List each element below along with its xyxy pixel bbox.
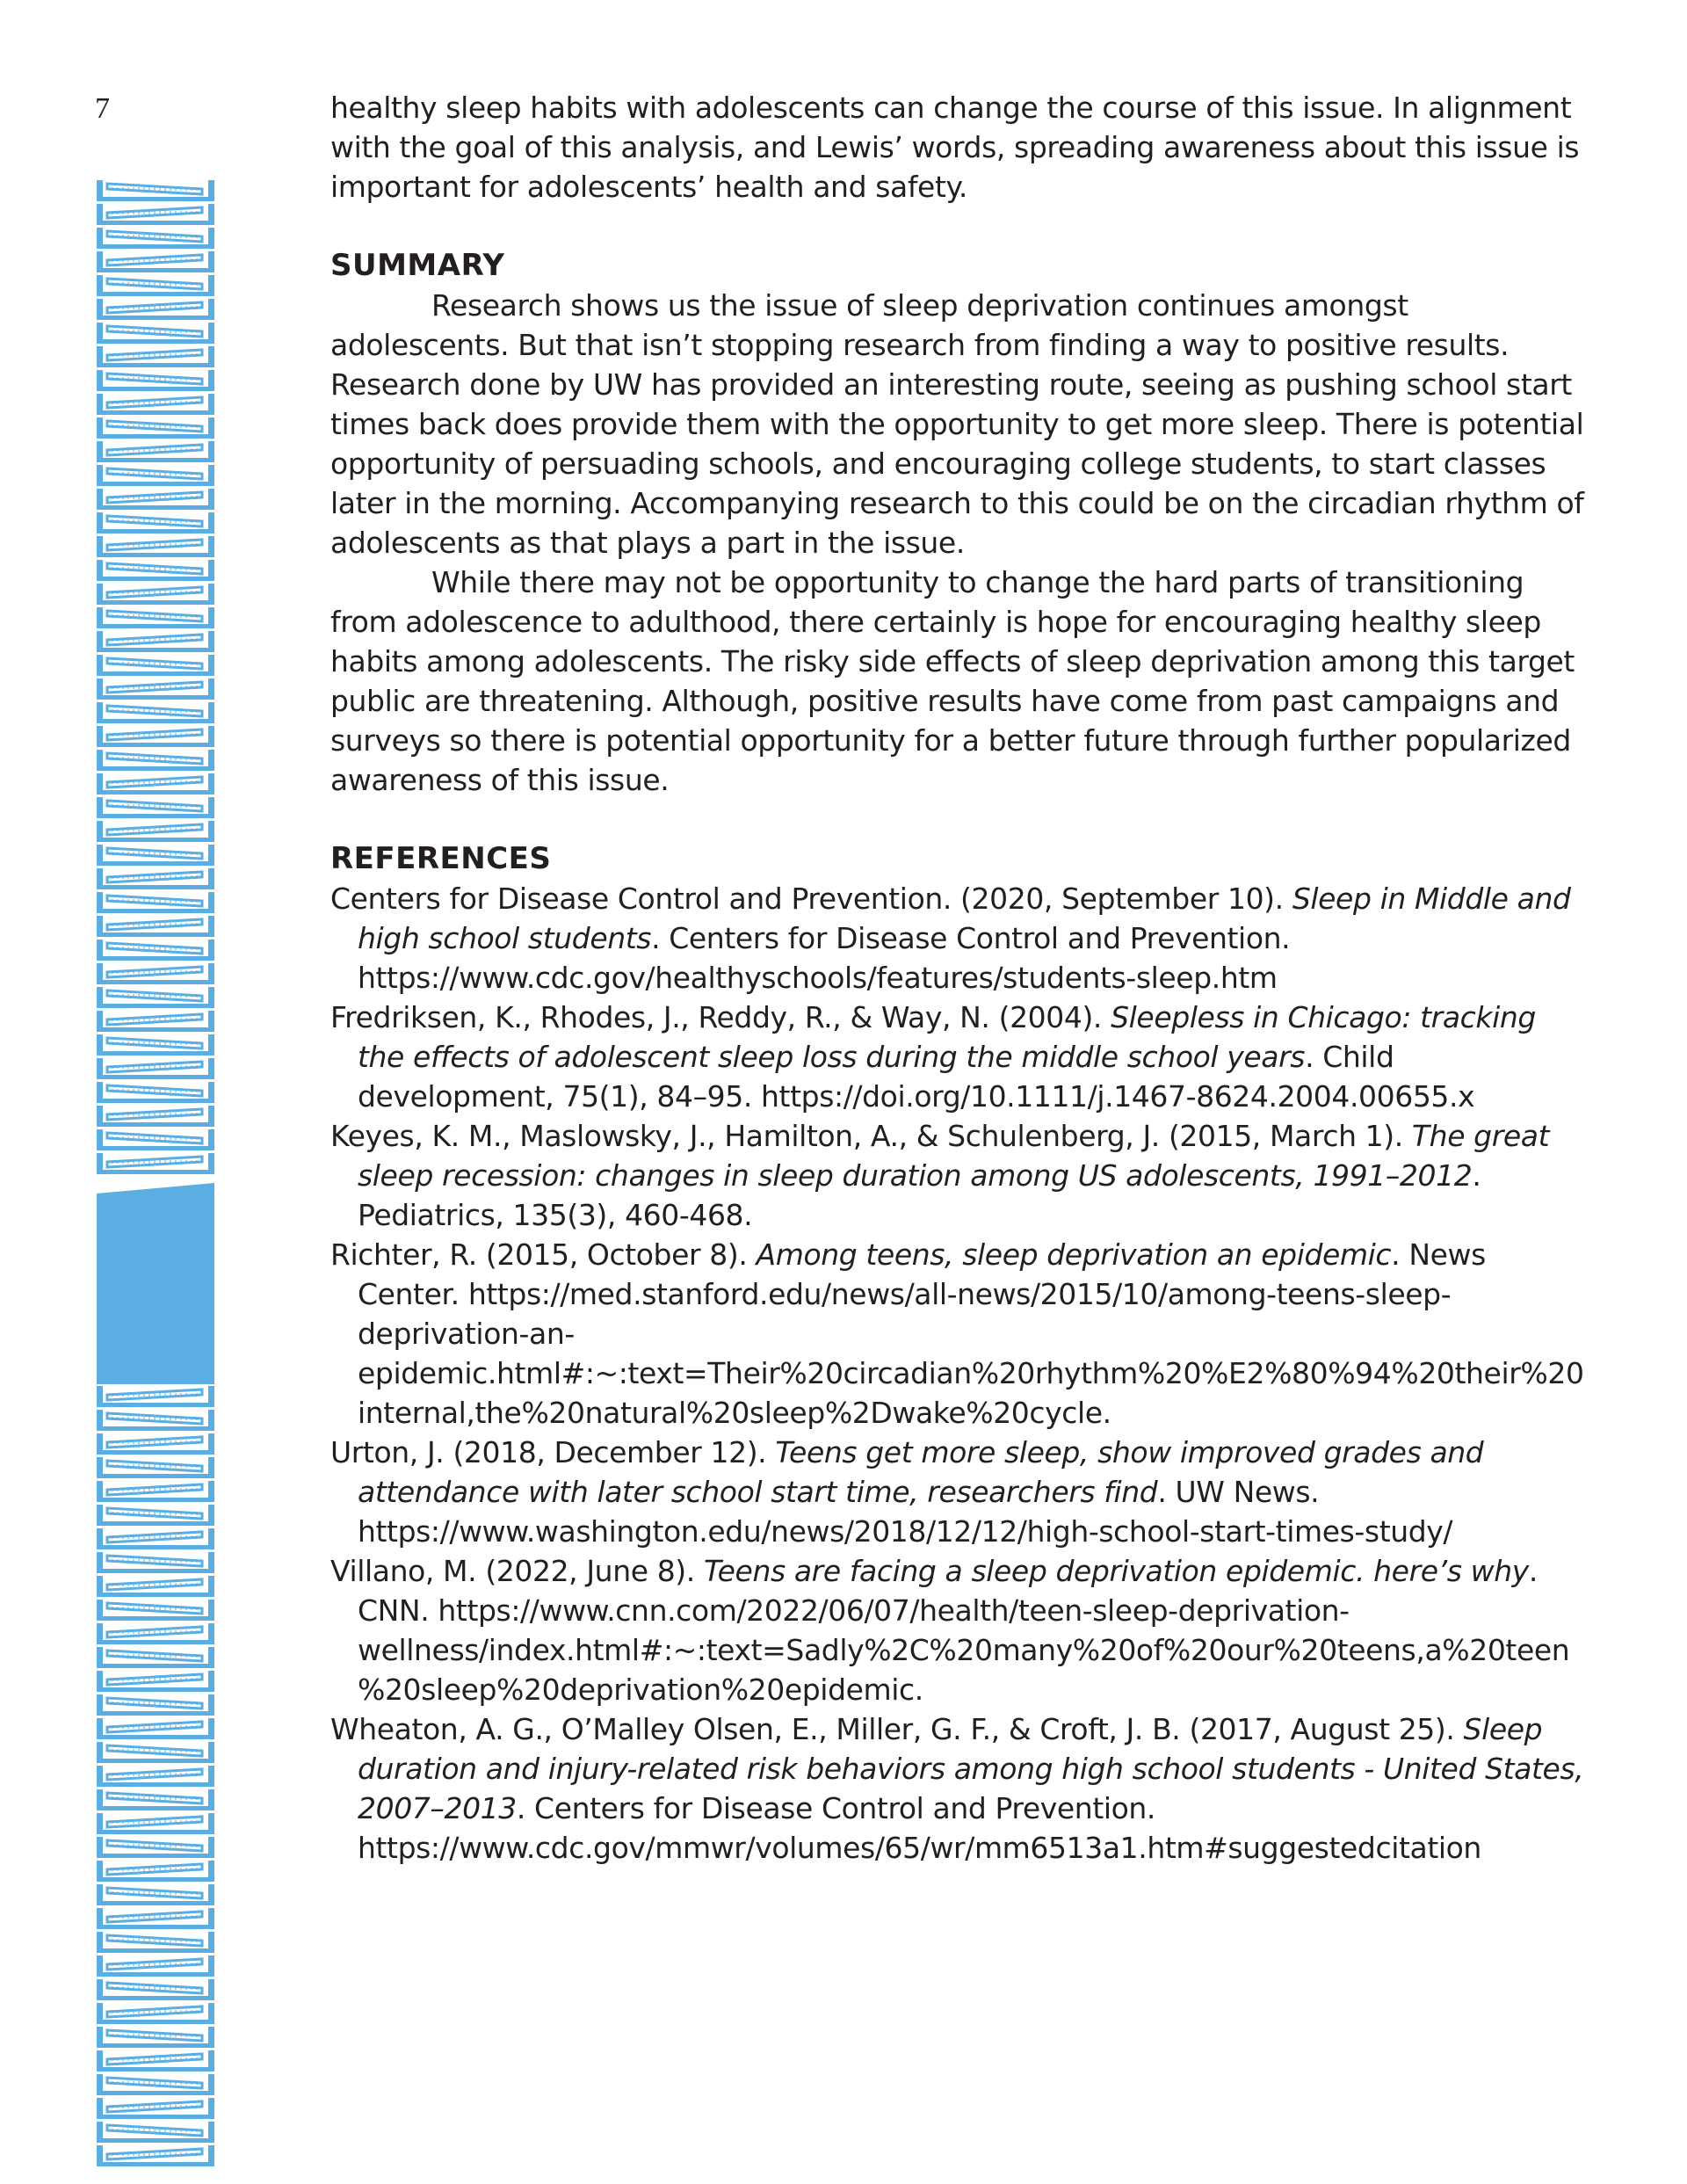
reference-item [330,1433,1587,1551]
border-shape [97,505,214,510]
border-shape [208,370,214,390]
reference-authors: Richter, R. (2015, October 8). [330,1237,757,1272]
document-body [330,88,1587,1868]
border-shape [97,1687,214,1692]
border-shape [97,2138,214,2143]
border-shape [208,1647,214,1667]
border-shape [208,1694,214,1715]
border-shape [97,1877,214,1882]
border-shape [97,387,214,391]
border-shape [208,821,214,841]
border-shape [97,1569,214,1573]
border-shape [208,536,214,556]
reference-item [330,1709,1587,1868]
border-shape [208,1011,214,1031]
border-shape [97,268,214,272]
border-shape [208,1410,214,1430]
page-number: 7 [95,92,110,125]
border-shape [208,868,214,889]
border-shape [208,1813,214,1833]
border-shape [208,1457,214,1477]
reference-title: Sleep duration and injury-related risk behaviors among high school students - United States, 2007–2013 [358,1712,1584,1825]
border-shape [97,410,214,415]
border-shape [208,1129,214,1150]
border-shape [208,275,214,295]
border-shape [208,1153,214,1173]
border-shape [208,1837,214,1857]
border-shape [208,2027,214,2047]
border-shape [208,512,214,533]
border-shape [97,624,214,628]
border-shape [208,1552,214,1572]
border-shape [97,1640,214,1644]
border-shape [208,1623,214,1643]
border-shape [97,1664,214,1668]
border-shape [97,648,214,652]
border-shape [208,465,214,485]
border-shape [97,932,214,937]
border-shape [97,790,214,795]
border-shape [208,750,214,770]
border-shape [208,963,214,983]
border-shape [97,1498,214,1502]
border-shape [208,1979,214,1999]
border-shape [208,2098,214,2118]
border-shape [208,916,214,936]
border-shape [208,180,214,200]
border-shape [97,1948,214,1953]
border-shape [208,892,214,912]
border-shape [97,434,214,439]
border-shape [97,1170,214,1174]
border-shape [97,553,214,557]
border-shape [208,1908,214,1928]
border-shape [97,1996,214,2000]
border-shape [97,482,214,486]
border-shape [208,299,214,319]
border-shape [97,339,214,344]
border-shape [208,1884,214,1905]
border-shape [208,1576,214,1596]
border-shape [97,600,214,605]
border-shape [97,2020,214,2024]
border-shape [208,1433,214,1454]
border-shape [208,323,214,343]
border-shape [97,1146,214,1150]
border-shape [208,1058,214,1078]
border-shape [208,631,214,651]
border-shape [208,251,214,272]
border-shape [97,980,214,984]
border-shape [97,458,214,462]
border-shape [97,885,214,889]
border-shape [97,814,214,818]
border-shape [97,1901,214,1905]
border-shape [208,1742,214,1762]
border-shape [97,1545,214,1549]
border-shape [97,577,214,581]
reference-source: . Centers for Disease Control and Prevention. https://www.cdc.gov/healthyschools/features/students-sleep.htm [358,921,1291,995]
reference-source: . CNN. https://www.cnn.com/2022/06/07/health/teen-sleep-deprivation-wellness/index.html#:~:text=Sadly%2C%20many%20of%20our%20teens,a%20teen%20sleep%20deprivation%20epidemic. [358,1554,1570,1707]
summary-paragraph: While there may not be opportunity to change the hard parts of transitioning from adolescence to adulthood, there certainly is hope for encouraging healthy sleep habits among adolescents. The risky side effects of sleep deprivation among this target public are threatening. Although, positive results have come from past campaigns and surveys so there is potential opportunity for a better future through further popularized awareness of this issue. [330,565,1575,797]
border-shape [97,2115,214,2119]
border-shape [97,743,214,747]
border-shape [97,1099,214,1103]
border-shape [208,1766,214,1786]
border-shape [208,940,214,960]
border-shape [208,1600,214,1620]
border-shape [97,2043,214,2048]
border-shape [97,2067,214,2072]
border-shape [97,1759,214,1763]
border-shape [208,1671,214,1691]
border-shape [97,1075,214,1079]
reference-title: Sleepless in Chicago: tracking the effects of adolescent sleep loss during the middle school years [358,1000,1536,1074]
border-shape [97,292,214,296]
border-shape [208,678,214,699]
border-shape [97,909,214,913]
summary-paragraph: Research shows us the issue of sleep deprivation continues amongst adolescents. But that isn’t stopping research from finding a way to positive results. Research done by UW has provided an interesting route, seeing as pushing school start times back does provide them with the opportunity to get more sleep. There is potential opportunity of persuading schools, and encouraging college students, to start classes later in the morning. Accompanying research to this could be on the circadian rhythm of adolescents as that plays a part in the issue. [330,288,1584,560]
reference-source: . Centers for Disease Control and Prevention. https://www.cdc.gov/mmwr/volumes/65/wr/mm6513a1.htm#suggestedcitation [358,1791,1481,1865]
border-shape [208,346,214,366]
border-shape [208,1386,214,1406]
reference-source: . Child development, 75(1), 84–95. https://doi.org/10.1111/j.1467-8624.2004.00655.x [358,1040,1475,1114]
reference-item [330,1235,1587,1433]
border-shape [208,560,214,580]
reference-authors: Urton, J. (2018, December 12). [330,1435,776,1469]
border-shape [97,221,214,225]
border-shape [97,719,214,723]
border-shape [208,1789,214,1810]
border-shape [208,394,214,414]
border-shape [97,1051,214,1056]
border-shape [97,956,214,961]
border-shape [208,1034,214,1055]
border-shape [208,204,214,224]
reference-authors: Fredriksen, K., Rhodes, J., Reddy, R., & Way, N. (2004). [330,1000,1111,1034]
border-shape [97,197,214,201]
border-shape [97,1593,214,1597]
border-shape [208,1718,214,1738]
border-shape [97,244,214,249]
border-shape [208,1861,214,1881]
border-shape [97,1735,214,1739]
border-shape [97,363,214,367]
border-shape [208,1528,214,1549]
border-shape [208,2074,214,2094]
reference-authors: Wheaton, A. G., O’Malley Olsen, E., Miller, G. F., & Croft, J. B. (2017, August 25). [330,1712,1464,1746]
reference-item [330,998,1587,1116]
border-shape [97,1183,214,1384]
border-shape [208,845,214,865]
reference-authors: Centers for Disease Control and Prevention. (2020, September 10). [330,882,1292,916]
reference-title: The great sleep recession: changes in sleep duration among US adolescents, 1991–2012 [358,1119,1550,1193]
reference-item [330,879,1587,998]
border-shape [97,838,214,842]
reference-title: Teens get more sleep, show improved grades and attendance with later school start time, researchers find [358,1435,1484,1509]
border-shape [208,2050,214,2071]
border-shape [97,766,214,771]
border-shape [208,1106,214,1126]
decorative-side-border [97,180,214,2184]
reference-source: . UW News. https://www.washington.edu/news/2018/12/12/high-school-start-times-study/ [358,1475,1453,1549]
border-shape [97,316,214,320]
border-shape [208,228,214,248]
reference-item [330,1551,1587,1709]
border-shape [97,1830,214,1834]
border-shape [97,2091,214,2095]
border-shape [97,671,214,676]
border-shape [97,529,214,533]
border-shape [97,2162,214,2166]
border-shape [97,1426,214,1431]
border-shape [208,702,214,722]
border-shape [208,489,214,509]
border-shape [208,2003,214,2023]
border-shape [97,861,214,866]
border-shape [97,1854,214,1858]
border-shape [97,1122,214,1127]
border-shape [97,695,214,700]
border-shape [208,1481,214,1501]
border-shape [208,607,214,628]
border-shape [208,1082,214,1102]
border-shape [208,987,214,1007]
reference-title: Teens are facing a sleep deprivation epidemic. here’s why [703,1554,1529,1588]
summary-heading: SUMMARY [330,248,505,283]
border-shape [208,1955,214,1976]
border-shape [97,1474,214,1478]
border-shape [97,1403,214,1407]
reference-title: Among teens, sleep deprivation an epidemic [756,1237,1392,1272]
reference-source: . News Center. https://med.stanford.edu/news/all-news/2015/10/among-teens-sleep-deprivation-an-epidemic.html#:~:text=Their%20circadian%20rhythm%20%E2%80%94%20their%20internal,the%20natural%20sleep%2Dwake%20cycle. [358,1237,1584,1430]
border-shape [208,655,214,675]
border-shape [97,1782,214,1787]
border-shape [97,1972,214,1977]
border-shape [97,1521,214,1526]
border-shape [208,726,214,746]
border-shape [208,441,214,461]
border-shape [97,1806,214,1810]
reference-item [330,1116,1587,1235]
border-shape [97,1925,214,1929]
reference-authors: Keyes, K. M., Maslowsky, J., Hamilton, A., & Schulenberg, J. (2015, March 1). [330,1119,1412,1153]
border-shape [208,2145,214,2166]
border-shape [97,1004,214,1008]
border-shape [208,773,214,794]
border-shape [208,1505,214,1525]
border-shape [208,2122,214,2142]
border-shape [208,584,214,604]
reference-authors: Villano, M. (2022, June 8). [330,1554,704,1588]
border-shape [208,1932,214,1952]
border-shape [208,797,214,817]
reference-source: . Pediatrics, 135(3), 460-468. [358,1158,1481,1232]
border-shape [208,417,214,438]
border-shape [97,1711,214,1716]
border-shape [97,1450,214,1455]
border-shape [97,1616,214,1621]
references-heading: REFERENCES [330,841,552,876]
reference-title: Sleep in Middle and high school students [358,882,1571,955]
border-shape [97,1027,214,1032]
intro-paragraph: healthy sleep habits with adolescents can change the course of this issue. In alignment with the goal of this analysis, and Lewis’ words, spreading awareness about this issue is important for adolescents’ health and safety. [330,91,1580,204]
